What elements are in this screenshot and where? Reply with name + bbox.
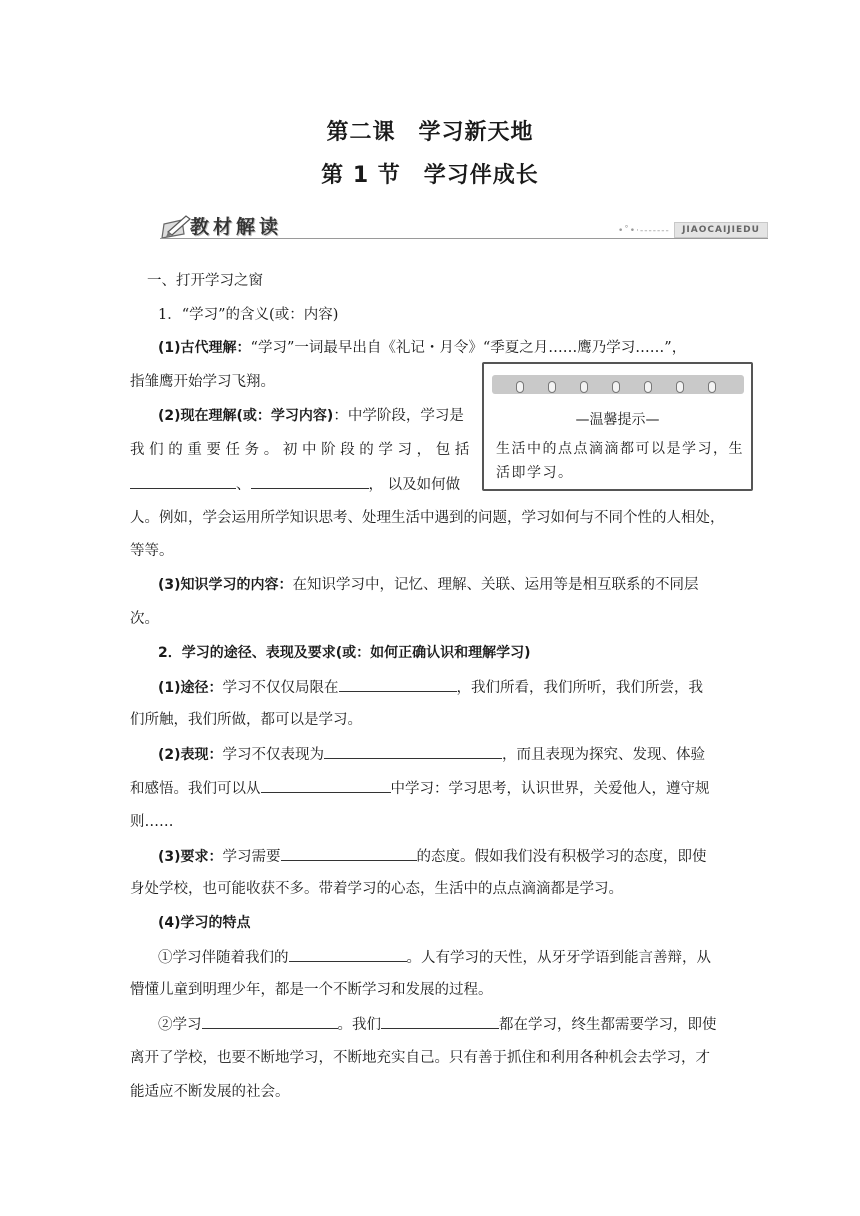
binding-ring — [516, 381, 524, 393]
notebook-binding — [492, 375, 744, 394]
paragraph — [158, 575, 758, 595]
section-sublabel: JIAOCAIJIEDU — [674, 222, 768, 238]
binding-ring — [580, 381, 588, 393]
binding-ring — [612, 381, 620, 393]
fill-blank[interactable] — [251, 474, 369, 489]
para-text: 在知识学习中，记忆、理解、关联、运用等是相互联系的不同层 — [292, 577, 699, 593]
para-lead: (1)途径： — [158, 680, 223, 696]
fill-blank[interactable] — [381, 1014, 499, 1029]
paragraph-line: 人。例如，学会运用所学知识思考、处理生活中遇到的问题，学习如何与不同个性的人相处， — [130, 510, 725, 526]
header-rule — [160, 238, 768, 239]
paragraph-line: 能适应不断发展的社会。 — [130, 1084, 290, 1100]
para-text: ②学习 — [158, 1017, 202, 1033]
paragraph — [158, 744, 758, 765]
paragraph-line: 身处学校，也可能收获不多。带着学习的心态，生活中的点点滴滴都是学习。 — [130, 881, 623, 897]
paragraph-line: 等等。 — [130, 543, 174, 559]
binding-ring — [644, 381, 652, 393]
fill-blank[interactable] — [324, 744, 502, 759]
para-lead: (3)要求： — [158, 849, 223, 865]
paragraph-line: 离开了学校，也要不断地学习，不断地充实自己。只有善于抓住和利用各种机会去学习，才 — [130, 1050, 710, 1066]
section-header — [160, 210, 768, 242]
fill-blank[interactable] — [261, 778, 391, 793]
separator: 、 — [236, 477, 251, 493]
para-lead: (3)知识学习的内容： — [158, 577, 293, 593]
paragraph — [158, 677, 758, 698]
heading-1: 一、打开学习之窗 — [147, 273, 263, 289]
tip-box — [482, 362, 753, 491]
fill-blank[interactable] — [289, 947, 407, 962]
para-text: 。我们 — [337, 1017, 381, 1033]
paragraph — [158, 338, 758, 358]
section-title: 第 1 节 学习伴成长 — [321, 163, 539, 188]
section-label: 教材解读 — [190, 216, 283, 238]
subheading: (4)学习的特点 — [158, 915, 251, 931]
tip-text: 生活中的点点滴滴都可以是学习，生活即学习。 — [496, 441, 744, 481]
fill-blank[interactable] — [339, 677, 457, 692]
lesson-title: 第二课 学习新天地 — [326, 120, 534, 145]
para-text: 中学习：学习思考，认识世界，关爱他人，遵守规 — [390, 781, 710, 797]
heading-1-1: 1．“学习”的含义(或：内容) — [158, 307, 339, 323]
paragraph — [158, 947, 758, 968]
para-text: 学习不仅仅局限在 — [222, 680, 339, 696]
paragraph-line: 懵懂儿童到明理少年，都是一个不断学习和发展的过程。 — [130, 982, 493, 998]
para-text: ：中学阶段，学习是 — [333, 408, 464, 424]
binding-ring — [548, 381, 556, 393]
para-lead: (1)古代理解： — [158, 340, 251, 356]
para-text: 的态度。假如我们没有积极学习的态度，即使 — [416, 849, 707, 865]
para-text: ，我们所看，我们所听，我们所尝，我 — [456, 680, 704, 696]
fill-blank[interactable] — [281, 846, 417, 861]
fill-blank[interactable] — [130, 474, 236, 489]
decor-dots: •˚•·------- — [618, 226, 670, 236]
para-text: ，而且表现为探究、发现、体验 — [502, 747, 706, 763]
para-text: 学习需要 — [222, 849, 281, 865]
para-text: ①学习伴随着我们的 — [158, 950, 289, 966]
para-text: 和感悟。我们可以从 — [130, 781, 261, 797]
paragraph-line: 我 们 的 重 要 任 务 。 初 中 阶 段 的 学 习 ， 包 括 — [130, 442, 470, 458]
para-text: 学习不仅表现为 — [222, 747, 325, 763]
paragraph-line: 则…… — [130, 814, 174, 830]
binding-ring — [708, 381, 716, 393]
paragraph — [158, 1014, 758, 1035]
para-text: ， 以及如何做 — [368, 477, 461, 493]
para-lead: (2)现在理解(或：学习内容) — [158, 408, 334, 424]
pen-icon — [160, 214, 192, 240]
para-lead: (2)表现： — [158, 747, 223, 763]
heading-1-2: 2．学习的途径、表现及要求(或：如何正确认识和理解学习) — [158, 645, 531, 661]
paragraph-line: 们所触，我们所做，都可以是学习。 — [130, 712, 362, 728]
tip-title: —温馨提示— — [575, 412, 660, 428]
para-text: “学习”一词最早出自《礼记・月令》“季夏之月……鹰乃学习……”， — [250, 340, 687, 356]
paragraph — [158, 846, 758, 867]
fill-blank[interactable] — [202, 1014, 338, 1029]
para-text: 都在学习，终生都需要学习，即使 — [499, 1017, 717, 1033]
binding-ring — [676, 381, 684, 393]
paragraph-line: 次。 — [130, 611, 159, 627]
paragraph-line: 指雏鹰开始学习飞翔。 — [130, 374, 275, 390]
paragraph-line — [130, 778, 730, 799]
para-text: 。人有学习的天性，从牙牙学语到能言善辩，从 — [406, 950, 711, 966]
